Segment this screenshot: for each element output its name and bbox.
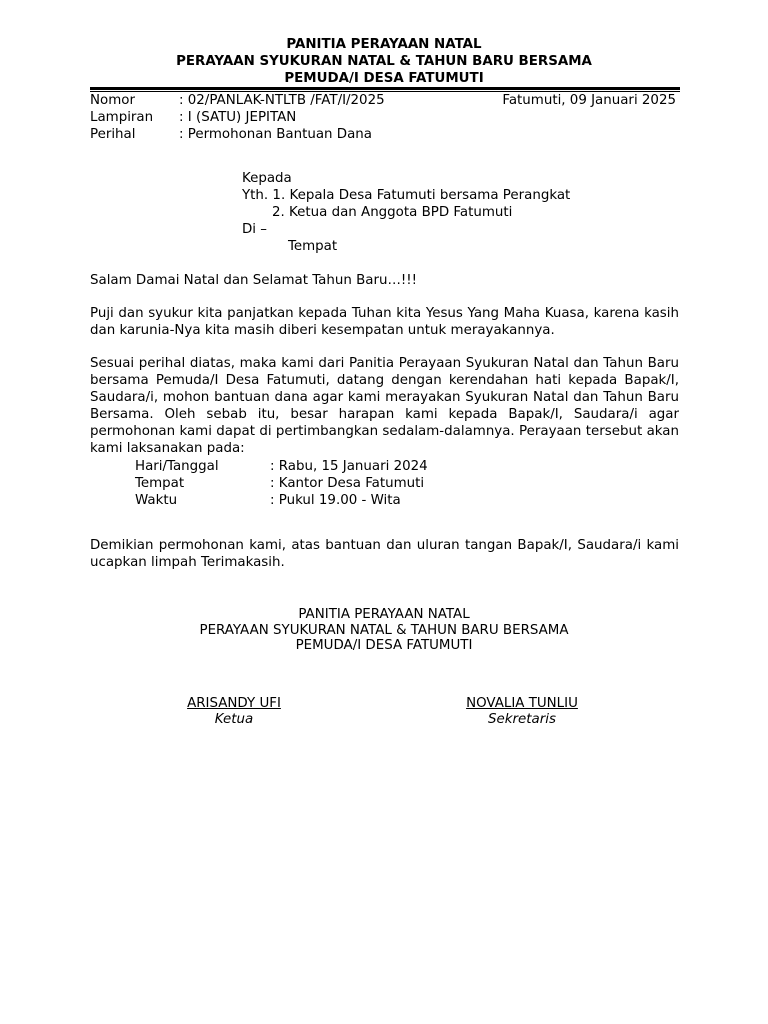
nomor-label: Nomor	[90, 93, 135, 108]
header-line-3: PEMUDA/I DESA FATUMUTI	[284, 71, 484, 86]
greeting: Salam Damai Natal dan Selamat Tahun Baru…!!!	[90, 273, 417, 288]
detail-value-time: : Pukul 19.00 - Wita	[270, 493, 401, 508]
recipient-kepada: Kepada	[242, 171, 292, 186]
lampiran-value: : I (SATU) JEPITAN	[179, 110, 297, 125]
detail-label-place: Tempat	[135, 476, 185, 491]
detail-value-date: : Rabu, 15 Januari 2024	[270, 459, 428, 474]
detail-label-date: Hari/Tanggal	[135, 459, 219, 474]
closing-line-2: PERAYAAN SYUKURAN NATAL & TAHUN BARU BERSAMA	[199, 623, 569, 638]
nomor-value: : 02/PANLAK-NTLTB /FAT/I/2025	[179, 93, 385, 108]
closing-line-1: PANITIA PERAYAAN NATAL	[298, 607, 470, 622]
signature-left-role: Ketua	[214, 712, 254, 727]
paragraph-2: Sesuai perihal diatas, maka kami dari Panitia Perayaan Syukuran Natal dan Tahun Baru bersama Pemuda/I Desa Fatumuti, datang dengan kerendahan hati kepada Bapak/I, Saudara/i, mohon bantuan dana agar kami merayakan Syukuran Natal dan Tahun Baru Bersama. Oleh sebab itu, besar harapan kami kepada Bapak/I, Saudara/i agar permohonan kami dapat di pertimbangkan sedalam-dalamnya. Perayaan tersebut akan kami laksanakan pada:	[90, 356, 679, 456]
signature-left-name: ARISANDY UFI	[187, 696, 281, 711]
perihal-label: Perihal	[90, 127, 136, 142]
signature-right-name: NOVALIA TUNLIU	[466, 696, 578, 711]
paragraph-1: Puji dan syukur kita panjatkan kepada Tuhan kita Yesus Yang Maha Kuasa, karena kasih dan karunia-Nya kita masih diberi kesempatan untuk merayakannya.	[90, 306, 679, 338]
signature-right-role: Sekretaris	[488, 712, 556, 727]
detail-value-place: : Kantor Desa Fatumuti	[270, 476, 425, 491]
letter-date: Fatumuti, 09 Januari 2025	[502, 93, 676, 108]
recipient-line-1: Yth. 1. Kepala Desa Fatumuti bersama Perangkat	[242, 188, 571, 203]
recipient-tempat: Tempat	[288, 239, 338, 254]
header-line-2: PERAYAAN SYUKURAN NATAL & TAHUN BARU BERSAMA	[176, 54, 592, 69]
paragraph-3: Demikian permohonan kami, atas bantuan dan uluran tangan Bapak/I, Saudara/i kami ucapkan limpah Terimakasih.	[90, 538, 679, 570]
header-divider-thick	[90, 87, 680, 90]
recipient-di: Di –	[242, 222, 267, 237]
detail-label-time: Waktu	[135, 493, 178, 508]
recipient-line-2: 2. Ketua dan Anggota BPD Fatumuti	[272, 205, 513, 220]
header-line-1: PANITIA PERAYAAN NATAL	[286, 37, 482, 52]
perihal-value: : Permohonan Bantuan Dana	[179, 127, 372, 142]
lampiran-label: Lampiran	[90, 110, 154, 125]
closing-line-3: PEMUDA/I DESA FATUMUTI	[295, 638, 473, 653]
